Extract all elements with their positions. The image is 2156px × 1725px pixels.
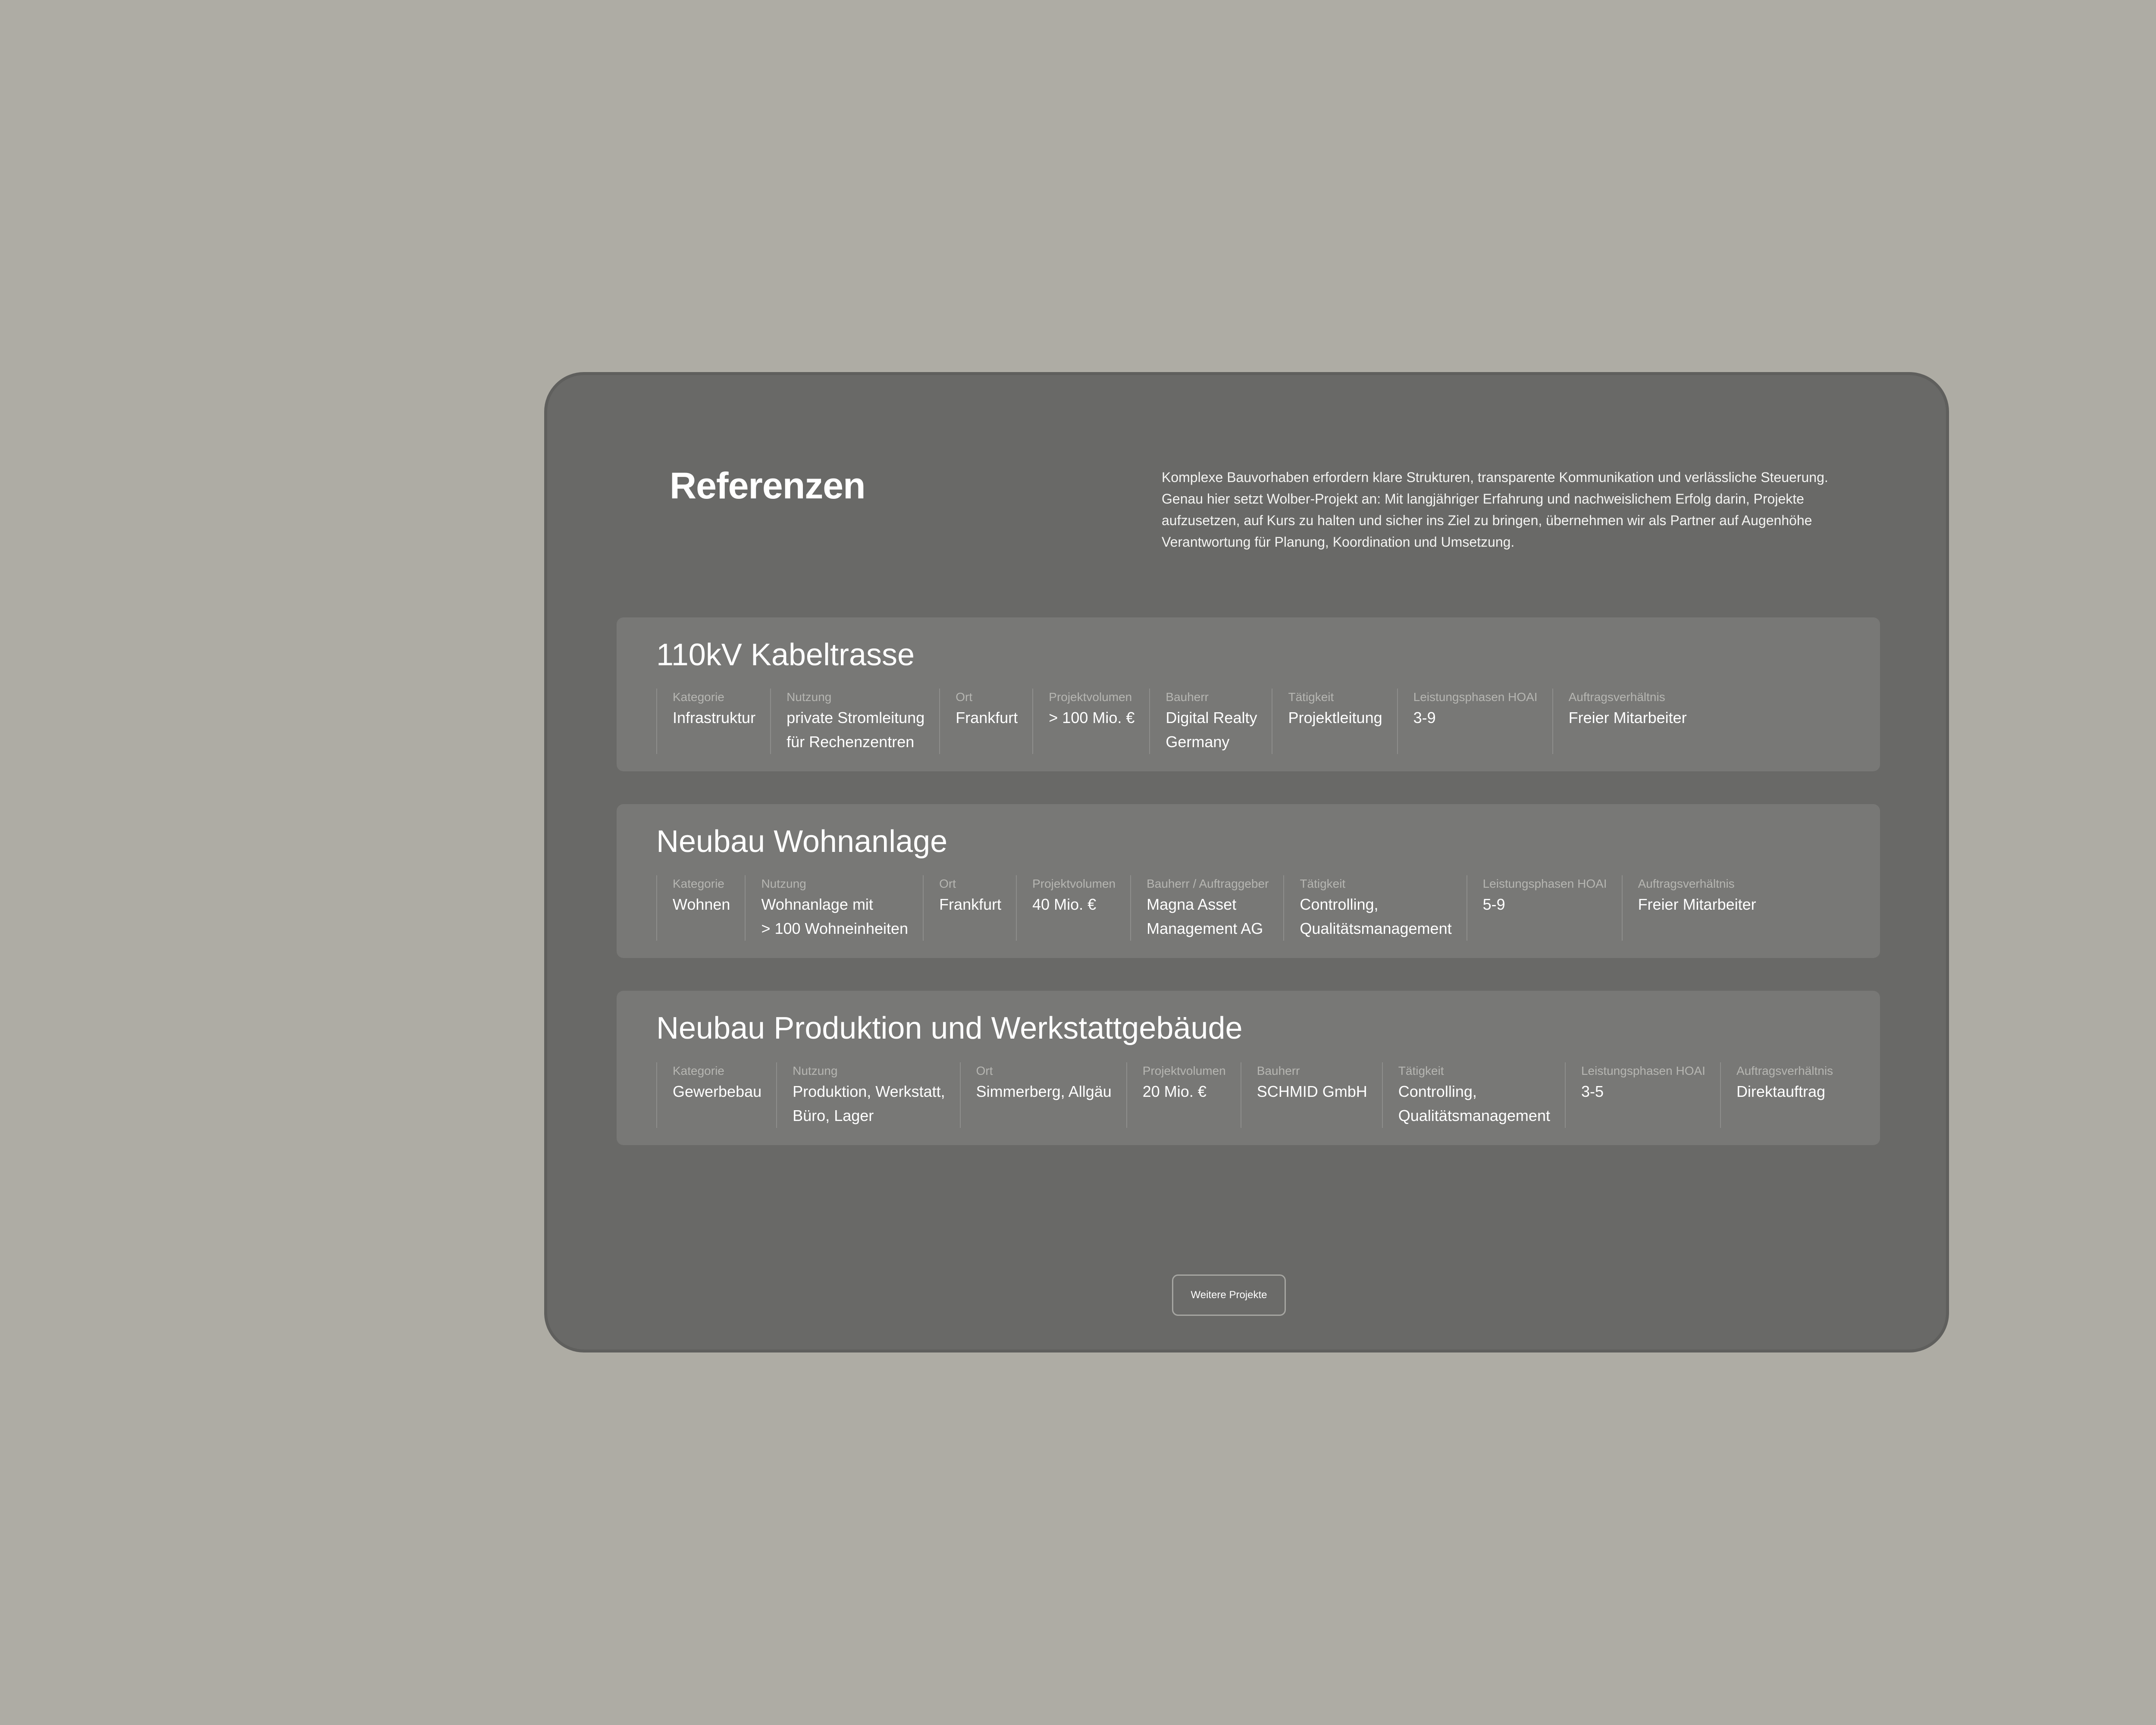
detail-value: Freier Mitarbeiter — [1638, 895, 1756, 914]
detail-ort — [960, 1062, 1126, 1128]
references-header — [547, 375, 1946, 582]
detail-projektvolumen — [1016, 875, 1130, 941]
detail-label: Bauherr / Auftraggeber — [1147, 877, 1269, 891]
detail-label: Nutzung — [793, 1064, 838, 1077]
detail-value: > 100 Mio. € — [1049, 709, 1135, 727]
detail-value: Infrastruktur — [673, 709, 756, 727]
detail-auftragsverhaeltnis — [1720, 1062, 1848, 1128]
detail-label: Ort — [956, 690, 973, 704]
detail-label: Tätigkeit — [1398, 1064, 1444, 1077]
intro-text: Komplexe Bauvorhaben erfordern klare Strukturen, transparente Kommunikation und verlässliche Steuerung. Genau hier setzt Wolber-Projekt an: Mit langjähriger Erfahrung und nachweislichem Erfolg darin, Projekte aufzusetzen, auf Kurs zu halten und sicher ins Ziel zu bringen, übernehmen wir als Partner auf Augenhöhe Verantwortung für Planung, Koordination und Umsetzung. — [1162, 470, 1828, 550]
project-title: 110kV Kabeltrasse — [656, 638, 915, 672]
detail-auftragsverhaeltnis — [1552, 689, 1702, 754]
detail-value: 40 Mio. € — [1032, 895, 1097, 914]
detail-label: Auftragsverhältnis — [1736, 1064, 1833, 1077]
project-details — [656, 1062, 1854, 1128]
detail-label: Auftragsverhältnis — [1568, 690, 1665, 704]
detail-label: Projektvolumen — [1049, 690, 1132, 704]
detail-taetigkeit — [1382, 1062, 1565, 1128]
detail-value: Freier Mitarbeiter — [1568, 709, 1687, 727]
detail-value: Digital Realty Germany — [1166, 709, 1257, 751]
detail-value: 20 Mio. € — [1142, 1082, 1206, 1100]
detail-leistungsphasen — [1565, 1062, 1720, 1128]
detail-value: Wohnanlage mit > 100 Wohneinheiten — [761, 895, 909, 938]
project-card[interactable] — [617, 617, 1880, 771]
detail-nutzung — [770, 689, 939, 754]
detail-label: Projektvolumen — [1142, 1064, 1226, 1077]
detail-value: 5-9 — [1482, 895, 1505, 914]
detail-value: Produktion, Werkstatt, Büro, Lager — [793, 1082, 945, 1124]
detail-label: Projektvolumen — [1032, 877, 1116, 891]
detail-leistungsphasen — [1397, 689, 1552, 754]
page-title: Referenzen — [670, 465, 865, 507]
detail-nutzung — [776, 1062, 959, 1128]
detail-value: 3-9 — [1413, 709, 1436, 727]
detail-projektvolumen — [1032, 689, 1149, 754]
detail-label: Auftragsverhältnis — [1638, 877, 1735, 891]
detail-label: Kategorie — [673, 877, 724, 891]
detail-kategorie — [656, 689, 770, 754]
project-title: Neubau Produktion und Werkstattgebäude — [656, 1011, 1243, 1046]
project-card[interactable] — [617, 991, 1880, 1145]
detail-value: Direktauftrag — [1736, 1082, 1826, 1100]
detail-bauherr — [1149, 689, 1272, 754]
detail-kategorie — [656, 875, 745, 941]
detail-value: Simmerberg, Allgäu — [976, 1082, 1112, 1100]
detail-label: Nutzung — [761, 877, 806, 891]
detail-auftragsverhaeltnis — [1622, 875, 1771, 941]
detail-leistungsphasen — [1467, 875, 1622, 941]
detail-value: Magna Asset Management AG — [1147, 895, 1263, 938]
detail-ort — [939, 689, 1032, 754]
detail-projektvolumen — [1126, 1062, 1241, 1128]
detail-value: Gewerbebau — [673, 1082, 762, 1100]
detail-label: Bauherr — [1166, 690, 1209, 704]
detail-value: Projektleitung — [1288, 709, 1382, 727]
detail-label: Tätigkeit — [1288, 690, 1334, 704]
detail-value: Frankfurt — [939, 895, 1002, 914]
detail-bauherr — [1241, 1062, 1382, 1128]
detail-value: Controlling, Qualitätsmanagement — [1398, 1082, 1550, 1124]
detail-value: SCHMID GmbH — [1257, 1082, 1367, 1100]
project-card[interactable] — [617, 804, 1880, 958]
detail-taetigkeit — [1283, 875, 1466, 941]
detail-label: Leistungsphasen HOAI — [1413, 690, 1538, 704]
detail-bauherr — [1130, 875, 1283, 941]
project-details — [656, 689, 1854, 754]
detail-label: Kategorie — [673, 1064, 724, 1077]
detail-value: Controlling, Qualitätsmanagement — [1300, 895, 1452, 938]
detail-label: Ort — [976, 1064, 993, 1077]
more-projects-button[interactable]: Weitere Projekte — [1172, 1274, 1286, 1316]
detail-label: Leistungsphasen HOAI — [1482, 877, 1607, 891]
detail-label: Kategorie — [673, 690, 724, 704]
references-panel — [544, 372, 1949, 1352]
detail-value: Wohnen — [673, 895, 730, 914]
detail-value: Frankfurt — [956, 709, 1018, 727]
project-title: Neubau Wohnanlage — [656, 824, 948, 859]
detail-value: 3-5 — [1581, 1082, 1604, 1100]
detail-kategorie — [656, 1062, 776, 1128]
detail-ort — [923, 875, 1016, 941]
detail-label: Tätigkeit — [1300, 877, 1346, 891]
project-list — [617, 617, 1880, 1178]
project-details — [656, 875, 1854, 941]
detail-taetigkeit — [1272, 689, 1397, 754]
detail-value: private Stromleitung für Rechenzentren — [787, 709, 925, 751]
detail-label: Nutzung — [787, 690, 832, 704]
detail-label: Leistungsphasen HOAI — [1581, 1064, 1705, 1077]
detail-label: Ort — [939, 877, 956, 891]
detail-label: Bauherr — [1257, 1064, 1300, 1077]
detail-nutzung — [745, 875, 923, 941]
